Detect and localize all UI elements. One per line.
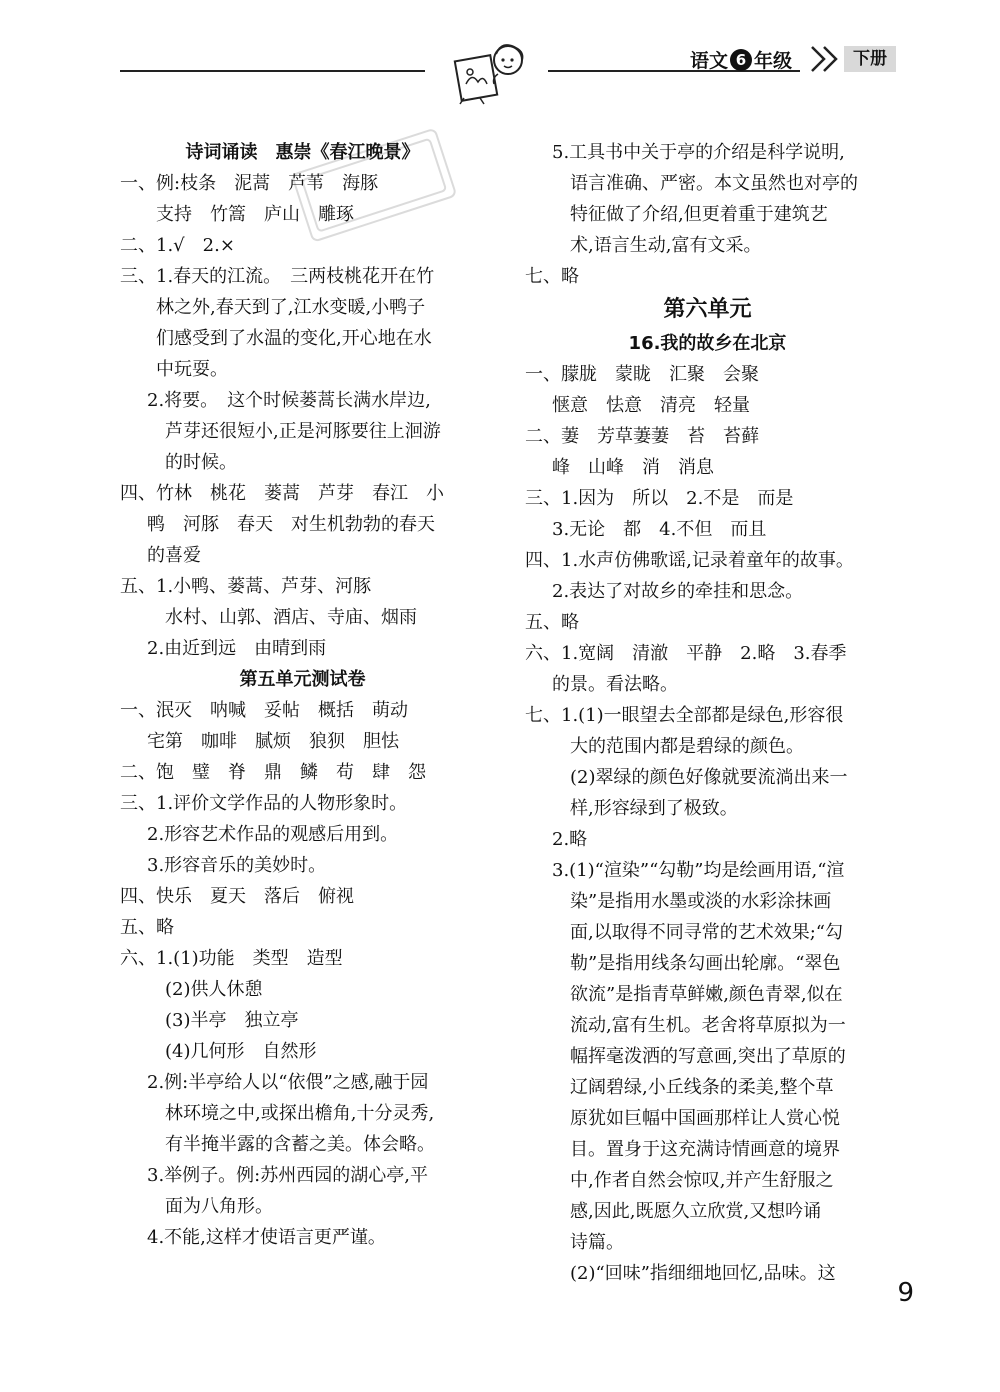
- page-number: 9: [897, 1278, 914, 1308]
- answer-line: 二、饱 璧 脊 鼎 鳞 苟 肆 怨: [120, 762, 426, 783]
- answer-line: 二、1.√ 2.×: [120, 235, 235, 256]
- header-grade-number: 6: [730, 49, 752, 71]
- answer-line: 林之外,春天到了,江水变暖,小鸭子: [156, 297, 426, 318]
- answer-line: 七、略: [525, 266, 579, 287]
- answer-line: 染”是指用水墨或淡的水彩涂抹画: [570, 891, 832, 912]
- answer-line: 芦芽还很短小,正是河豚要往上洄游: [165, 421, 441, 442]
- section-heading: 第六单元: [663, 297, 752, 322]
- answer-line: 4.不能,这样才使语言更严谨。: [147, 1227, 386, 1248]
- answer-line: 样,形容绿到了极致。: [570, 798, 738, 819]
- answer-line: 一、朦胧 蒙眬 汇聚 会聚: [525, 364, 759, 385]
- answer-line: (3)半亭 独立亭: [165, 1010, 299, 1031]
- answer-line: 水村、山郭、酒店、寺庙、烟雨: [165, 607, 417, 628]
- answer-line: 一、泯灭 呐喊 妥帖 概括 萌动: [120, 700, 408, 721]
- answer-line: 2.例:半亭给人以“依偎”之感,融于园: [147, 1072, 429, 1093]
- answer-line: 宅第 咖啡 腻烦 狼狈 胆怯: [147, 731, 399, 752]
- answer-line: 幅挥毫泼洒的写意画,突出了草原的: [570, 1046, 846, 1067]
- answer-line: 大的范围内都是碧绿的颜色。: [570, 736, 804, 757]
- answer-line: 3.(1)“渲染”“勾勒”均是绘画用语,“渲: [552, 860, 845, 881]
- answer-line: 辽阔碧绿,小丘线条的柔美,整个草: [570, 1077, 834, 1098]
- answer-line: 鸭 河豚 春天 对生机勃勃的春天: [147, 514, 435, 535]
- answer-line: 有半掩半露的含蓄之美。体会略。: [165, 1134, 435, 1155]
- answer-line: 5.工具书中关于亭的介绍是科学说明,: [552, 142, 845, 163]
- answer-line: 六、1.宽阔 清澈 平静 2.略 3.春季: [525, 643, 847, 664]
- answer-line: 支持 竹篙 庐山 雕琢: [156, 204, 354, 225]
- answer-line: 的喜爱: [147, 545, 201, 566]
- answer-line: 勒”是指用线条勾画出轮廓。“翠色: [570, 953, 841, 974]
- answer-line: 术,语言生动,富有文采。: [570, 235, 762, 256]
- answer-line: 们感受到了水温的变化,开心地在水: [156, 328, 432, 349]
- answer-line: 原犹如巨幅中国画那样让人赏心悦: [570, 1108, 840, 1129]
- answer-line: 五、略: [525, 612, 579, 633]
- answer-line: 2.表达了对故乡的牵挂和思念。: [552, 581, 804, 602]
- answer-line: 3.无论 都 4.不但 而且: [552, 519, 767, 540]
- answer-line: (2)供人休憩: [165, 979, 263, 1000]
- header-rule-left: [120, 70, 425, 72]
- child-mascot-icon: [440, 36, 540, 106]
- answer-line: 四、1.水声仿佛歌谣,记录着童年的故事。: [525, 550, 854, 571]
- answer-line: 面,以取得不同寻常的艺术效果;“勾: [570, 922, 843, 943]
- answer-line: 四、快乐 夏天 落后 俯视: [120, 886, 354, 907]
- section-heading: 第五单元测试卷: [239, 669, 366, 690]
- left-answer-column: [120, 137, 485, 1253]
- answer-line: 2.形容艺术作品的观感后用到。: [147, 824, 399, 845]
- header-title: [690, 46, 792, 73]
- answer-line: 中玩耍。: [156, 359, 228, 380]
- answer-line: 峰 山峰 消 消息: [552, 457, 714, 478]
- header-subject: 语文: [690, 50, 729, 72]
- answer-line: 2.略: [552, 829, 588, 850]
- answer-line: 七、1.(1)一眼望去全部都是绿色,形容很: [525, 705, 844, 726]
- answer-line: 诗篇。: [570, 1232, 624, 1253]
- section-heading: 诗词诵读 惠崇《春江晚景》: [185, 142, 420, 163]
- answer-line: 面为八角形。: [165, 1196, 273, 1217]
- double-chevron-icon: [808, 44, 844, 74]
- answer-line: 的景。看法略。: [552, 674, 678, 695]
- section-heading: 16.我的故乡在北京: [628, 333, 787, 354]
- answer-line: 欲流”是指青草鲜嫩,颜色青翠,似在: [570, 984, 843, 1005]
- answer-line: 语言准确、严密。本文虽然也对亭的: [570, 173, 858, 194]
- answer-line: 五、略: [120, 917, 174, 938]
- answer-line: 三、1.因为 所以 2.不是 而是: [525, 488, 794, 509]
- answer-line: 三、1.评价文学作品的人物形象时。: [120, 793, 408, 814]
- answer-line: 目。置身于这充满诗情画意的境界: [570, 1139, 840, 1160]
- answer-line: 的时候。: [165, 452, 237, 473]
- answer-line: (2)“回味”指细细地回忆,品味。这: [570, 1263, 836, 1284]
- answer-line: 四、竹林 桃花 蒌蒿 芦芽 春江 小: [120, 483, 444, 504]
- answer-line: 3.形容音乐的美妙时。: [147, 855, 327, 876]
- answer-line: (4)几何形 自然形: [165, 1041, 317, 1062]
- answer-line: 一、例:枝条 泥蒿 芦苇 海豚: [120, 173, 379, 194]
- answer-line: 二、萋 芳草萋萋 苔 苔藓: [525, 426, 759, 447]
- answer-line: 三、1.春天的江流。 三两枝桃花开在竹: [120, 266, 435, 287]
- answer-line: 特征做了介绍,但更着重于建筑艺: [570, 204, 828, 225]
- answer-line: 惬意 怯意 清亮 轻量: [552, 395, 750, 416]
- answer-line: 五、1.小鸭、蒌蒿、芦芽、河豚: [120, 576, 372, 597]
- answer-line: 流动,富有生机。老舍将草原拟为一: [570, 1015, 846, 1036]
- header-grade-suffix: 年级: [754, 50, 793, 72]
- answer-line: 2.由近到远 由晴到雨: [147, 638, 327, 659]
- answer-line: 林环境之中,或探出檐角,十分灵秀,: [165, 1103, 435, 1124]
- right-answer-column: [525, 137, 890, 1289]
- header-volume-tag: 下册: [844, 46, 896, 72]
- answer-line: 3.举例子。例:苏州西园的湖心亭,平: [147, 1165, 428, 1186]
- answer-line: 六、1.(1)功能 类型 造型: [120, 948, 343, 969]
- answer-line: 感,因此,既愿久立欣赏,又想吟诵: [570, 1201, 822, 1222]
- answer-line: 2.将要。 这个时候蒌蒿长满水岸边,: [147, 390, 431, 411]
- answer-line: 中,作者自然会惊叹,并产生舒服之: [570, 1170, 834, 1191]
- answer-line: (2)翠绿的颜色好像就要流淌出来一: [570, 767, 848, 788]
